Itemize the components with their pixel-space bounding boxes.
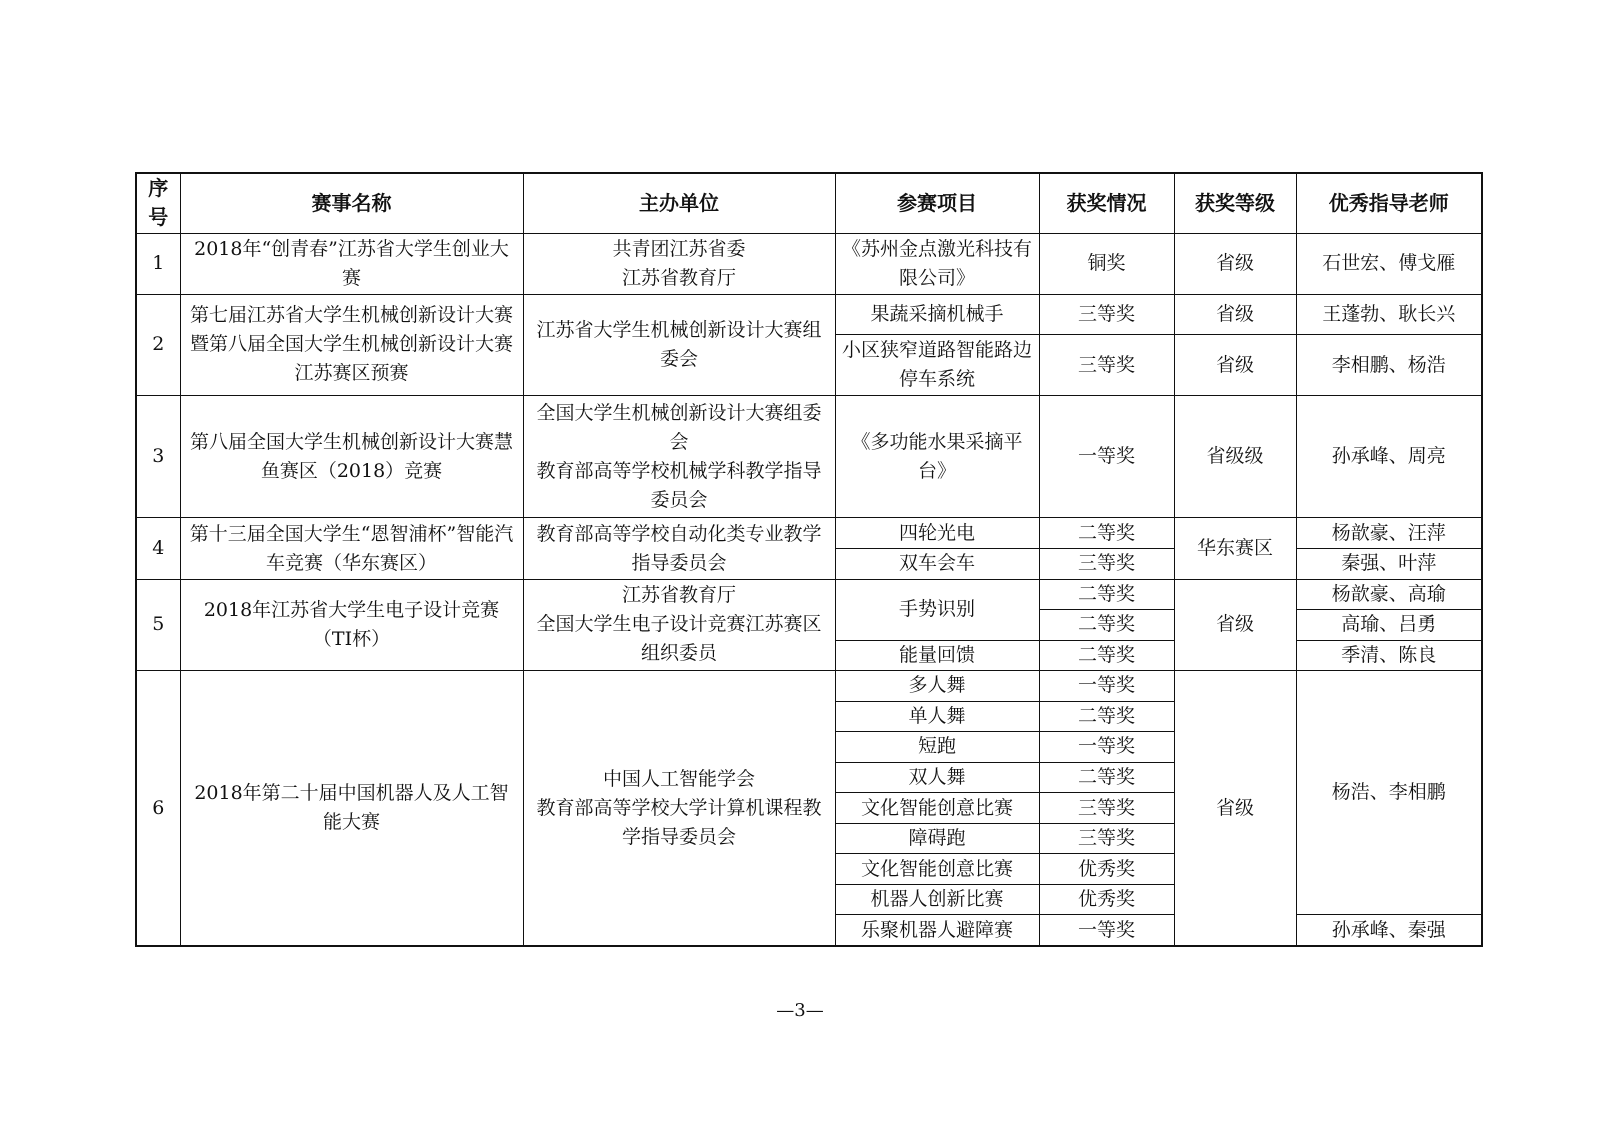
- table-row: [136, 579, 1482, 610]
- event-name: 第十三届全国大学生“恩智浦杯”智能汽车竞赛（华东赛区）: [180, 518, 523, 579]
- project: 障碍跑: [835, 823, 1039, 854]
- row-index: 3: [136, 396, 180, 518]
- teacher: 季清、陈良: [1296, 640, 1482, 671]
- award-level: 华东赛区: [1174, 518, 1296, 579]
- teacher: 王蓬勃、耿长兴: [1296, 294, 1482, 335]
- project: 短跑: [835, 732, 1039, 763]
- event-name: 第八届全国大学生机械创新设计大赛慧鱼赛区（2018）竞赛: [180, 396, 523, 518]
- page-number: —3—: [776, 1000, 824, 1021]
- organizer: 全国大学生机械创新设计大赛组委会 教育部高等学校机械学科教学指导委员会: [523, 396, 835, 518]
- teacher: 李相鹏、杨浩: [1296, 335, 1482, 396]
- teacher: 高瑜、吕勇: [1296, 610, 1482, 641]
- teacher: 孙承峰、秦强: [1296, 915, 1482, 946]
- table-row: [136, 396, 1482, 518]
- award: 铜奖: [1039, 233, 1174, 294]
- project: 乐聚机器人避障赛: [835, 915, 1039, 946]
- award: 二等奖: [1039, 762, 1174, 793]
- teacher: 秦强、叶萍: [1296, 549, 1482, 580]
- project: 果蔬采摘机械手: [835, 294, 1039, 335]
- project: 小区狭窄道路智能路边停车系统: [835, 335, 1039, 396]
- table-row: [136, 233, 1482, 294]
- project: 《多功能水果采摘平台》: [835, 396, 1039, 518]
- project: 文化智能创意比赛: [835, 854, 1039, 885]
- organizer: 江苏省大学生机械创新设计大赛组委会: [523, 294, 835, 396]
- award-level: 省级: [1174, 294, 1296, 335]
- table-row: [136, 671, 1482, 702]
- award: 三等奖: [1039, 823, 1174, 854]
- teacher: 石世宏、傅戈雁: [1296, 233, 1482, 294]
- row-index: 4: [136, 518, 180, 579]
- project: 单人舞: [835, 701, 1039, 732]
- event-name: 2018年“创青春”江苏省大学生创业大赛: [180, 233, 523, 294]
- award: 一等奖: [1039, 671, 1174, 702]
- organizer: 共青团江苏省委 江苏省教育厅: [523, 233, 835, 294]
- award: 三等奖: [1039, 793, 1174, 824]
- organizer: 中国人工智能学会 教育部高等学校大学计算机课程教学指导委员会: [523, 671, 835, 946]
- header-teacher: 优秀指导老师: [1296, 173, 1482, 233]
- award: 二等奖: [1039, 579, 1174, 610]
- awards-table: [135, 172, 1483, 947]
- award: 三等奖: [1039, 335, 1174, 396]
- teacher: 杨歆豪、汪萍: [1296, 518, 1482, 549]
- project: 《苏州金点激光科技有限公司》: [835, 233, 1039, 294]
- award: 优秀奖: [1039, 854, 1174, 885]
- header-organizer: 主办单位: [523, 173, 835, 233]
- teacher: 杨歆豪、高瑜: [1296, 579, 1482, 610]
- project: 手势识别: [835, 579, 1039, 640]
- event-name: 2018年江苏省大学生电子设计竞赛（TI杯）: [180, 579, 523, 671]
- teacher: 孙承峰、周亮: [1296, 396, 1482, 518]
- organizer: 教育部高等学校自动化类专业教学指导委员会: [523, 518, 835, 579]
- teacher: 杨浩、李相鹏: [1296, 671, 1482, 915]
- row-index: 2: [136, 294, 180, 396]
- row-index: 1: [136, 233, 180, 294]
- table-row: [136, 518, 1482, 549]
- award: 一等奖: [1039, 396, 1174, 518]
- award: 二等奖: [1039, 518, 1174, 549]
- project: 双车会车: [835, 549, 1039, 580]
- project: 文化智能创意比赛: [835, 793, 1039, 824]
- award: 二等奖: [1039, 610, 1174, 641]
- header-index: 序 号: [136, 173, 180, 233]
- event-name: 2018年第二十届中国机器人及人工智能大赛: [180, 671, 523, 946]
- project: 双人舞: [835, 762, 1039, 793]
- project: 四轮光电: [835, 518, 1039, 549]
- award: 三等奖: [1039, 549, 1174, 580]
- award-level: 省级: [1174, 233, 1296, 294]
- table-row: [136, 294, 1482, 335]
- header-row: [136, 173, 1482, 233]
- award: 优秀奖: [1039, 884, 1174, 915]
- award: 三等奖: [1039, 294, 1174, 335]
- header-event-name: 赛事名称: [180, 173, 523, 233]
- award-level: 省级: [1174, 579, 1296, 671]
- organizer: 江苏省教育厅 全国大学生电子设计竞赛江苏赛区组织委员: [523, 579, 835, 671]
- header-award-level: 获奖等级: [1174, 173, 1296, 233]
- header-award: 获奖情况: [1039, 173, 1174, 233]
- row-index: 6: [136, 671, 180, 946]
- award: 二等奖: [1039, 701, 1174, 732]
- award-level: 省级: [1174, 335, 1296, 396]
- award: 一等奖: [1039, 732, 1174, 763]
- award-level: 省级级: [1174, 396, 1296, 518]
- project: 机器人创新比赛: [835, 884, 1039, 915]
- award: 一等奖: [1039, 915, 1174, 946]
- row-index: 5: [136, 579, 180, 671]
- award-level: 省级: [1174, 671, 1296, 946]
- award: 二等奖: [1039, 640, 1174, 671]
- project: 多人舞: [835, 671, 1039, 702]
- header-project: 参赛项目: [835, 173, 1039, 233]
- event-name: 第七届江苏省大学生机械创新设计大赛暨第八届全国大学生机械创新设计大赛江苏赛区预赛: [180, 294, 523, 396]
- project: 能量回馈: [835, 640, 1039, 671]
